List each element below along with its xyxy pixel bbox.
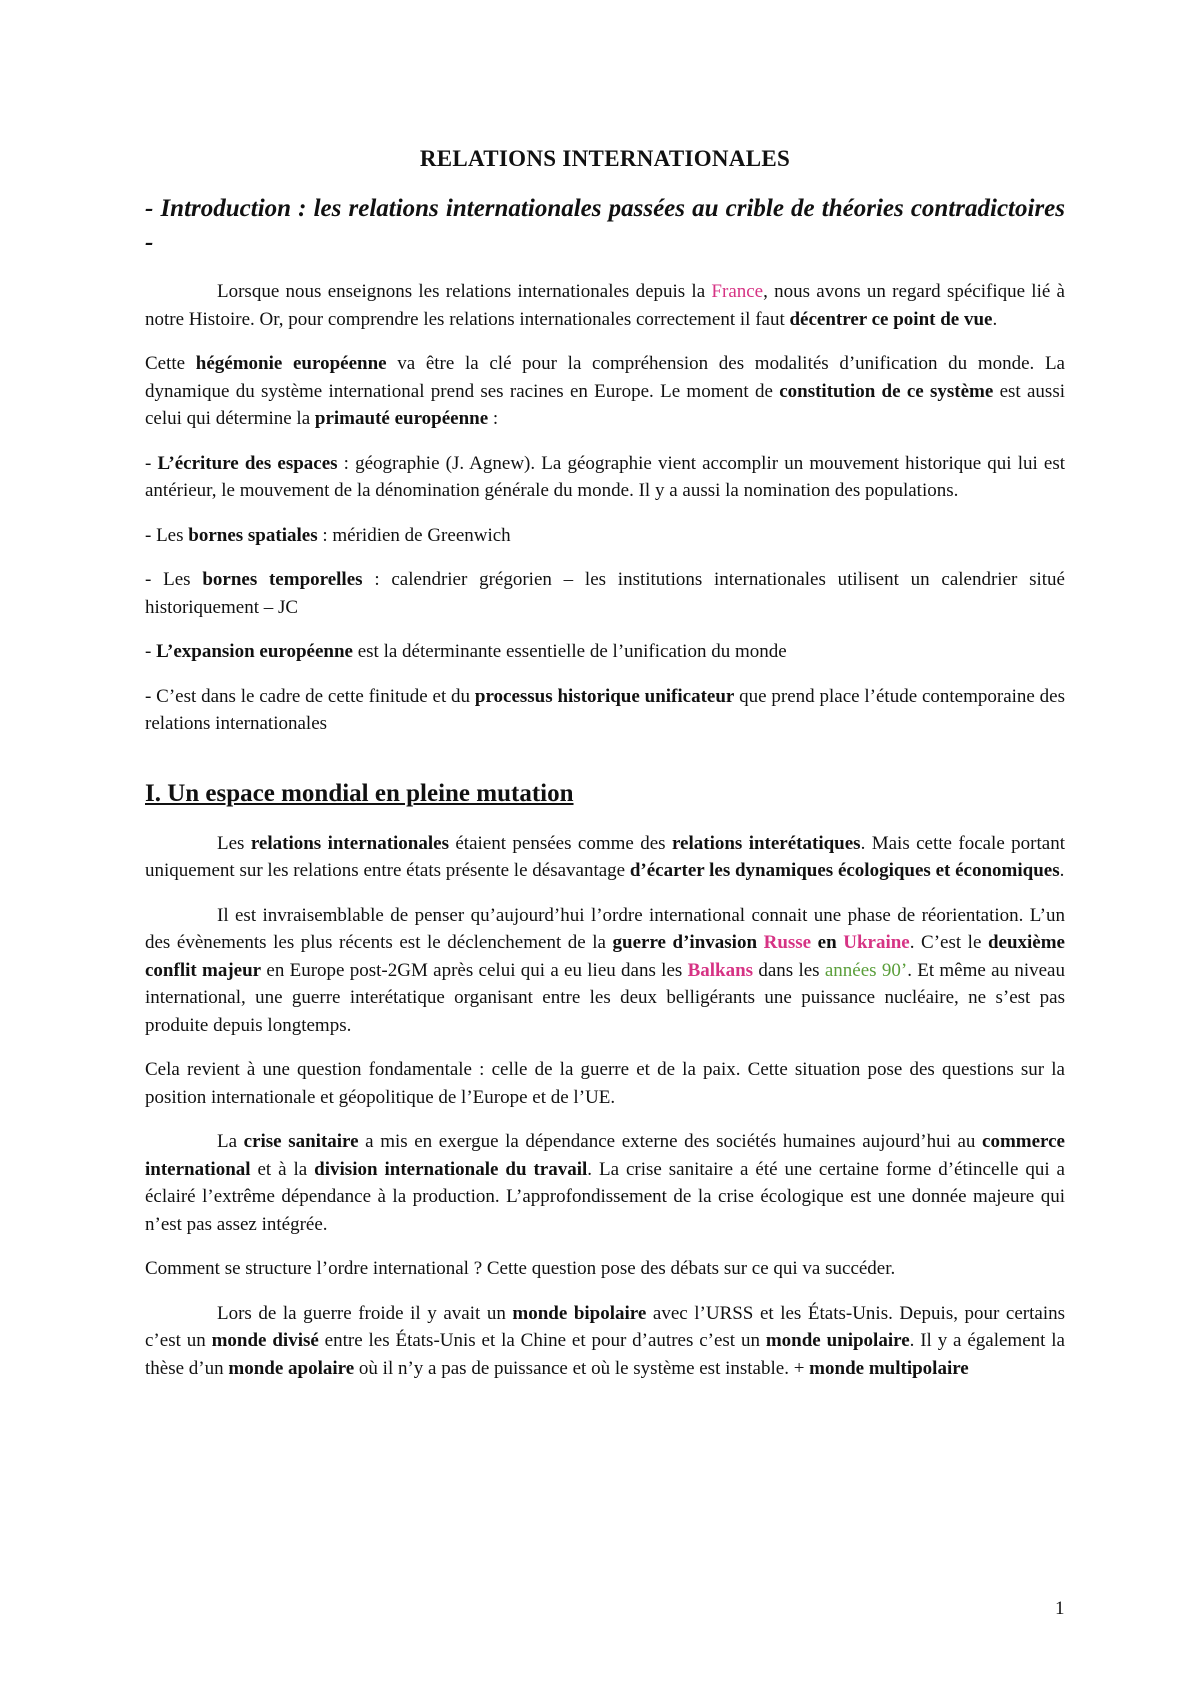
highlight-annees-90: années 90’ — [824, 959, 908, 981]
section1-paragraph-6: Lors de la guerre froide il y avait un monde bipolaire avec l’URSS et les États-Unis. Depuis, pour certains c’est un monde divisé entre les États-Unis et la Chine et pour d’autres c’est un monde unipolaire. Il y a également la thèse d’un monde apolaire où il n’y a pas de puissance et où le système est instable. + monde multipolaire — [145, 1302, 1065, 1379]
intro-paragraph-2: Cette hégémonie européenne va être la clé pour la compréhension des modalités d’unification du monde. La dynamique du système international prend ses racines en Europe. Le moment de constitution de ce système est aussi celui qui détermine la primauté européenne : — [145, 353, 1065, 429]
page-number: 1 — [1055, 1598, 1065, 1619]
section1-paragraph-1: Les relations internationales étaient pensées comme des relations interétatiques. Mais cette focale portant uniquement sur les relations entre états présente le désavantage d’écarter les dynamiques écologiques et économiques. — [145, 832, 1065, 881]
section1-paragraph-3: Cela revient à une question fondamentale : celle de la guerre et de la paix. Cette situation pose des questions sur la position internationale et géopolitique de l’Europe et de l’UE. — [145, 1059, 1065, 1108]
highlight-balkans: Balkans — [687, 959, 754, 981]
subtitle: - Introduction : les relations internationales passées au crible de théories contradictoires - — [145, 195, 1065, 256]
page-title: RELATIONS INTERNATIONALES — [419, 146, 791, 171]
intro-bullet-finitude: - C’est dans le cadre de cette finitude et du processus historique unificateur que prend place l’étude contemporaine des relations internationales — [145, 685, 1065, 734]
intro-paragraph-1: Lorsque nous enseignons les relations internationales depuis la France, nous avons un regard spécifique lié à notre Histoire. Or, pour comprendre les relations internationales correctement il faut décentrer ce point de vue. — [145, 281, 1065, 330]
section1-paragraph-2: Il est invraisemblable de penser qu’aujourd’hui l’ordre international connait une phase de réorientation. L’un des évènements les plus récents est le déclenchement de la guerre d’invasion Russe en Ukraine. C’est le deuxième conflit majeur en Europe post-2GM après celui qui a eu lieu dans les Balkans dans les années 90’. Et même au niveau international, une guerre interétatique organisant entre les deux belligérants une puissance nucléaire, ne s’est pas produite depuis longtemps. — [145, 904, 1065, 1036]
highlight-russe: Russe — [763, 932, 812, 953]
section1-paragraph-5: Comment se structure l’ordre international ? Cette question pose des débats sur ce qui va succéder. — [145, 1258, 896, 1279]
intro-bullet-espaces: - L’écriture des espaces : géographie (J. Agnew). La géographie vient accomplir un mouvement historique qui lui est antérieur, le mouvement de la dénomination générale du monde. Il y a aussi la nomination des populations. — [145, 452, 1066, 501]
section-heading-1: I. Un espace mondial en pleine mutation — [145, 779, 574, 807]
intro-bullet-bornes-temporelles: - Les bornes temporelles : calendrier grégorien – les institutions internationales utilisent un calendrier situé historiquement – JC — [145, 569, 1065, 618]
highlight-ukraine: Ukraine — [843, 932, 910, 953]
intro-bullet-bornes-spatiales: - Les bornes spatiales : méridien de Greenwich — [145, 524, 511, 546]
intro-bullet-expansion: - L’expansion européenne est la déterminante essentielle de l’unification du monde — [145, 641, 787, 662]
section1-paragraph-4: La crise sanitaire a mis en exergue la dépendance externe des sociétés humaines aujourd’hui au commerce international et à la division internationale du travail. La crise sanitaire a été une certaine forme d’étincelle qui a éclairé l’extrême dépendance à la production. L’approfondissement de la crise écologique est une donnée majeure qui n’est pas assez intégrée. — [145, 1131, 1065, 1235]
highlight-france: France — [711, 281, 764, 302]
document-body — [145, 146, 1065, 1399]
